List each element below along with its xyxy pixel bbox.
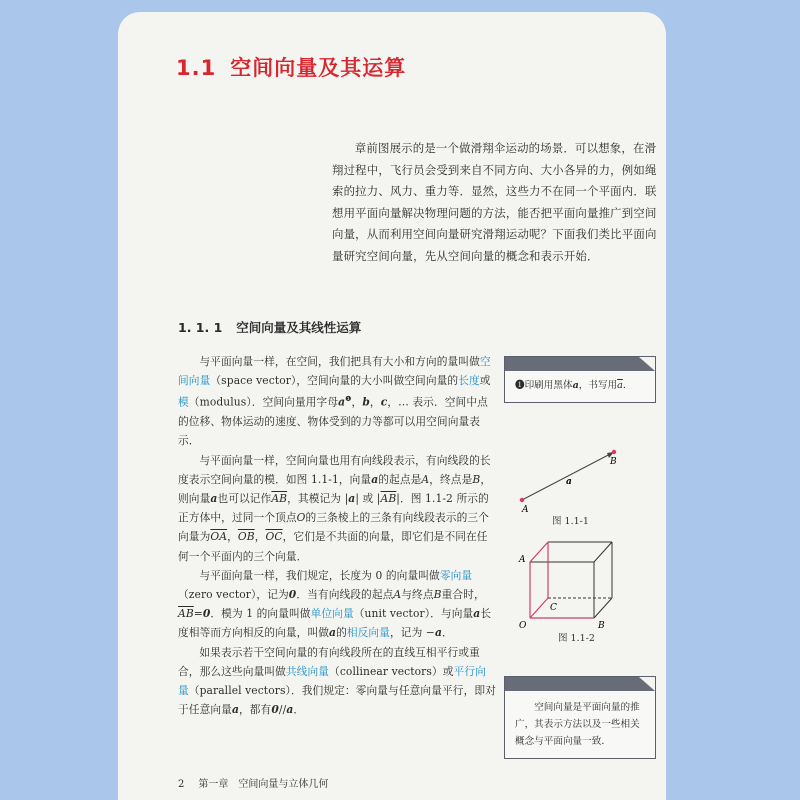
intro-paragraph: 章前图展示的是一个做滑翔伞运动的场景．可以想象，在滑翔过程中，飞行员会受到来自不同方向、大小各异的力，例如绳索的拉力、风力、重力等．显然，这些力不在同一个平面内．联想用平面向量解决物理问题的方法，能否把平面向量推广到空间向量，从而利用空间向量研究滑翔运动呢？下面我们类比平面向量研究空间向量，先从空间向量的概念和表示开始． <box>332 141 657 263</box>
paragraph-zero-vector: 与平面向量一样，我们规定，长度为 0 的向量叫做零向量（zero vector），记为0．当有向线段的起点A与终点B重合时，$\overline{AB}=0$．模为 1 的向量叫做单位向量（unit vector）．与向量a长度相等而方向相反的向量，叫做a的相反向量，记为 −a． <box>178 568 492 640</box>
term-modulus: 模 <box>178 395 189 409</box>
page-title <box>176 52 406 82</box>
term-opposite-vector: 相反向量 <box>346 626 391 640</box>
term-space-vector: 空间向量 <box>178 355 491 388</box>
page-footer <box>178 775 328 790</box>
label-vector-a: a <box>566 477 572 487</box>
title-text: 空间向量及其运算 <box>230 56 407 80</box>
side-note-notation <box>504 356 656 403</box>
label-point-a: A <box>522 505 529 514</box>
page-number: 2 <box>178 779 185 790</box>
section-number: 1. 1. 1 <box>178 320 223 335</box>
paragraph-collinear: 如果表示若干空间向量的有向线段所在的直线互相平行或重合，那么这些向量叫做共线向量（collinear vectors）或平行向量（parallel vectors）．我们规定：零向量与任意向量平行，即对于任意向量a，都有0//a． <box>178 645 496 717</box>
note-text: 空间向量是平面向量的推广，其表示方法以及一些相关概念与平面向量一致． <box>515 702 640 747</box>
note-tab <box>505 677 655 691</box>
figure-1-caption: 图 1.1-1 <box>552 516 589 527</box>
chapter-label: 第一章 <box>198 779 229 790</box>
section-text: 空间向量及其线性运算 <box>236 320 362 335</box>
cube-label-b: B <box>598 621 605 630</box>
figure-cube <box>516 532 626 630</box>
term-collinear-vectors: 共线向量 <box>285 664 330 678</box>
cube-label-a: A <box>519 555 526 565</box>
paragraph-space-vector: 与平面向量一样，在空间，我们把具有大小和方向的量叫做空间向量（space vector），空间向量的大小叫做空间向量的长度或模（modulus）．空间向量用字母$a^❶$，b，c，… 表示．空间中点的位移、物体运动的速度、物体受到的力等都可以用空间向量表示． <box>178 355 491 448</box>
cube-label-o: O <box>519 621 527 630</box>
footnote-marker: ❶ <box>345 395 352 404</box>
body-text <box>178 352 496 719</box>
term-length: 长度 <box>458 374 480 388</box>
paragraph-directed-segment: 与平面向量一样，空间向量也用有向线段表示，有向线段的长度表示空间向量的模．如图 1.1-1，向量a的起点是A，终点是B，则向量a也可以记作$\overline{AB}$，其模记为 |a| 或 $|\overline{AB}|$．图 1.1-2 所示的正方体中，过同一个顶点O的三条棱上的三条有向线段表示的三个向量为$\overline{OA}$，$\overline{OB}$，$\overline{OC}$，它们是不共面的向量，即它们是不同在任何一个平面内的三个向量． <box>178 453 492 563</box>
point-b-dot <box>612 450 616 454</box>
figure-vector-ab <box>514 444 626 514</box>
term-zero-vector: 零向量 <box>439 568 473 582</box>
figure-2-caption: 图 1.1-2 <box>558 633 595 644</box>
term-parallel-vectors: 平行向量 <box>178 664 486 698</box>
section-heading <box>178 318 361 336</box>
label-point-b: B <box>610 457 617 467</box>
textbook-page <box>118 12 666 800</box>
side-note-summary <box>504 676 656 759</box>
note-tab <box>505 357 655 371</box>
chapter-title: 空间向量与立体几何 <box>238 779 329 790</box>
point-a-dot <box>520 498 524 502</box>
term-unit-vector: 单位向量 <box>310 607 354 621</box>
cube-label-c: C <box>550 603 557 613</box>
title-number: 1.1 <box>176 56 217 80</box>
note-text: ❶印刷用黑体a，书写用$\overline{a}$． <box>515 380 633 391</box>
